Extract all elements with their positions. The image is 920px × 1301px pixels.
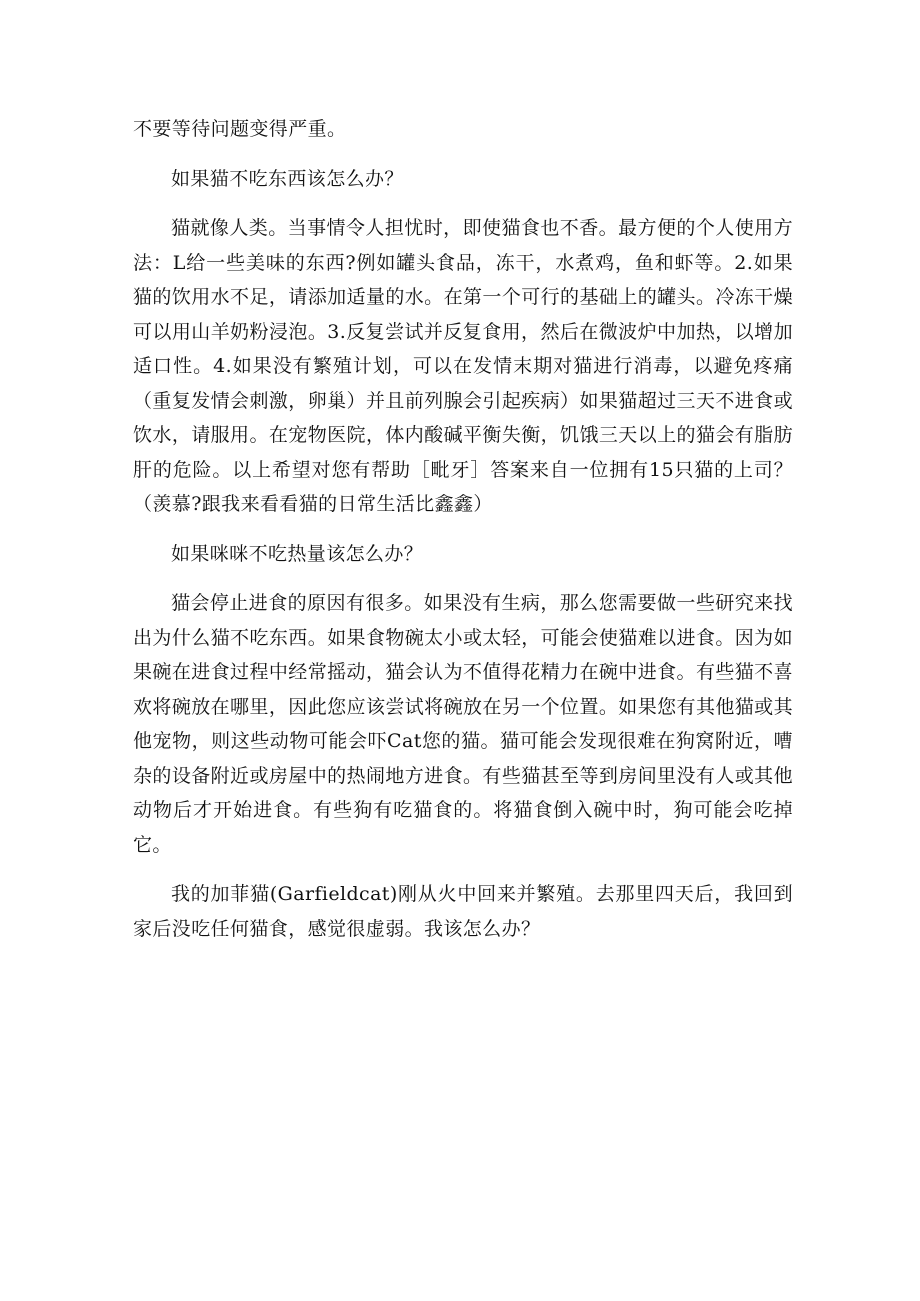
paragraph-continuation: 不要等待问题变得严重。 [133, 118, 347, 140]
paragraph-question: 我的加菲猫(Garfieldcat)刚从火中回来并繁殖。去那里四天后，我回到家后没吃任何猫食，感觉很虚弱。我该怎么办？ [133, 883, 793, 940]
paragraph-question-heading: 如果猫不吃东西该怎么办？ [171, 167, 404, 190]
document-body [133, 112, 793, 961]
paragraph-answer: 猫会停止进食的原因有很多。如果没有生病，那么您需要做一些研究来找出为什么猫不吃东西。如果食物碗太小或太轻，可能会使猫难以进食。因为如果碗在进食过程中经常摇动，猫会认为不值得花精力在碗中进食。有些猫不喜欢将碗放在哪里，因此您应该尝试将碗放在另一个位置。如果您有其他猫或其他宠物，则这些动物可能会吓Cat您的猫。猫可能会发现很难在狗窝附近，嘈杂的设备附近或房屋中的热闹地方进食。有些猫甚至等到房间里没有人或其他动物后才开始进食。有些狗有吃猫食的。将猫食倒入碗中时，狗可能会吃掉它。 [133, 592, 793, 856]
paragraph-answer: 猫就像人类。当事情令人担忧时，即使猫食也不香。最方便的个人使用方法：L给一些美味的东西?例如罐头食品，冻干，水煮鸡，鱼和虾等。2.如果猫的饮用水不足，请添加适量的水。在第一个可行的基础上的罐头。冷冻干燥可以用山羊奶粉浸泡。3.反复尝试并反复食用，然后在微波炉中加热，以增加适口性。4.如果没有繁殖计划，可以在发情末期对猫进行消毒，以避免疼痛（重复发情会刺激，卵巢）并且前列腺会引起疾病）如果猫超过三天不进食或饮水，请服用。在宠物医院，体内酸碱平衡失衡，饥饿三天以上的猫会有脂肪肝的危险。以上希望对您有帮助［毗牙］答案来自一位拥有15只猫的上司？（羡慕?跟我来看看猫的日常生活比鑫鑫） [133, 217, 793, 515]
paragraph-question-heading: 如果咪咪不吃热量该怎么办？ [171, 542, 424, 565]
